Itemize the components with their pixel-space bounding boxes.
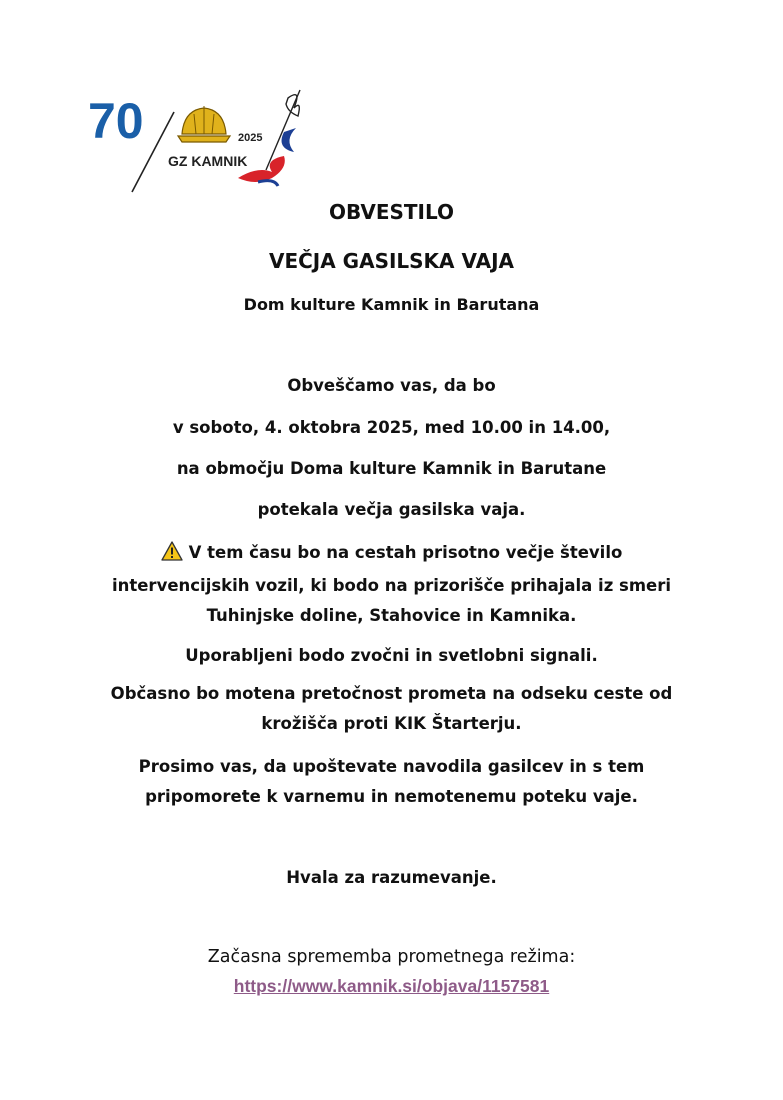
warning-line-1 — [0, 538, 783, 571]
traffic-regime-label: Začasna sprememba prometnega režima: — [207, 947, 576, 967]
announcement-line-4: potekala večja gasilska vaja. — [257, 500, 526, 519]
gz-kamnik-logo — [88, 86, 318, 198]
traffic-line-2: krožišča proti KIK Štarterju. — [261, 714, 522, 733]
announcement-date-time: v soboto, 4. oktobra 2025, med 10.00 in 14.00, — [172, 418, 611, 437]
warning-text-1: V tem času bo na cestah prisotno večje število — [188, 543, 623, 562]
notice-title: OBVESTILO — [328, 200, 455, 224]
logo-number: 70 — [88, 93, 144, 149]
logo-name: GZ KAMNIK — [168, 153, 248, 169]
logo-year: 2025 — [238, 132, 263, 144]
announcement-area: na območju Doma kulture Kamnik in Barutane — [176, 459, 607, 478]
traffic-line-1: Občasno bo motena pretočnost prometa na odseku ceste od — [110, 684, 673, 703]
signals-notice: Uporabljeni bodo zvočni in svetlobni signali. — [185, 646, 598, 665]
event-location: Dom kulture Kamnik in Barutana — [243, 295, 540, 314]
helmet-icon — [178, 106, 230, 142]
notice-subtitle: VEČJA GASILSKA VAJA — [268, 249, 515, 273]
warning-line-3: Tuhinjske doline, Stahovice in Kamnika. — [206, 606, 577, 625]
request-paragraph — [0, 752, 783, 812]
request-line-1: Prosimo vas, da upoštevate navodila gasilcev in s tem — [138, 757, 645, 776]
thanks-text: Hvala za razumevanje. — [286, 868, 497, 887]
logo-graphic — [88, 86, 318, 198]
warning-line-2: intervencijskih vozil, ki bodo na prizorišče prihajala iz smeri — [111, 576, 672, 595]
warning-paragraph — [0, 538, 783, 631]
request-line-2: pripomorete k varnemu in nemotenemu poteku vaje. — [145, 787, 638, 806]
warning-icon — [161, 541, 183, 571]
traffic-regime-link[interactable]: https://www.kamnik.si/objava/1157581 — [233, 976, 550, 996]
traffic-paragraph — [0, 679, 783, 739]
announcement-line-1: Obveščamo vas, da bo — [287, 376, 496, 395]
